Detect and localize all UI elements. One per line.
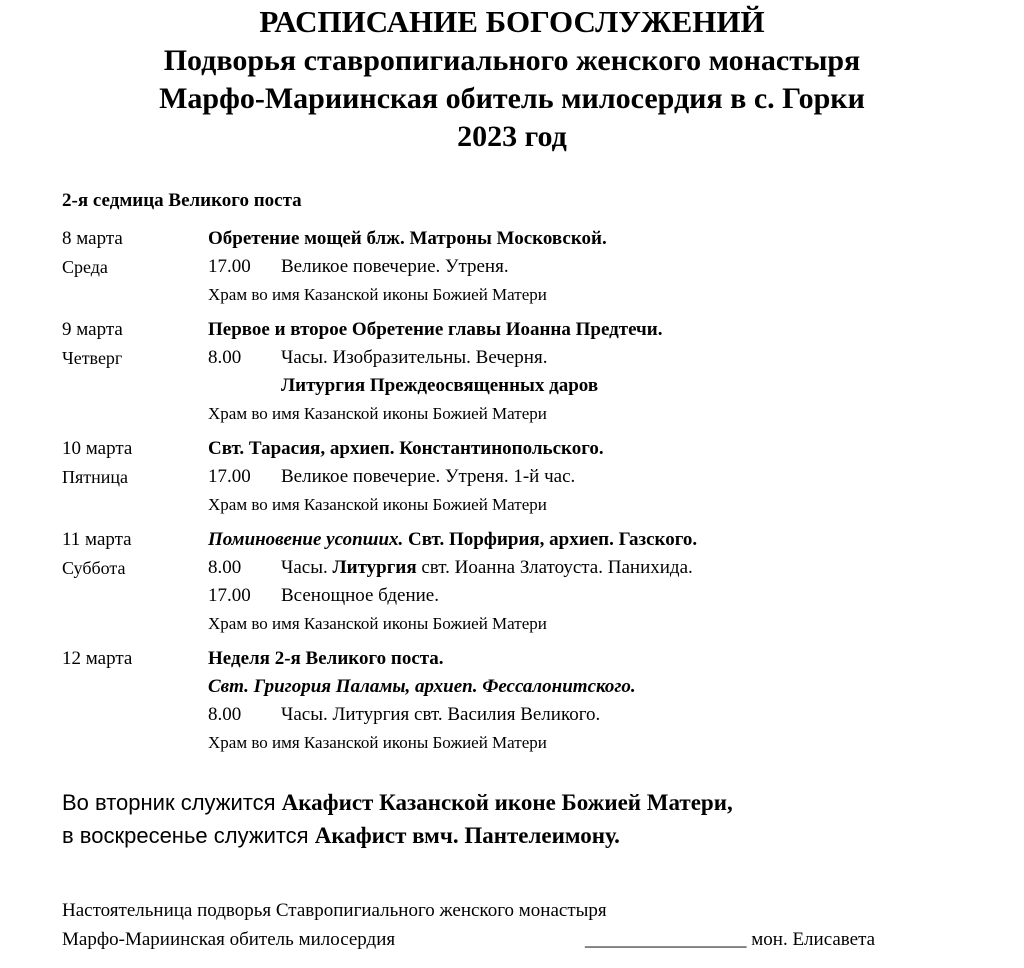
day-weekday: Суббота: [62, 558, 126, 578]
day-feast: Неделя 2-я Великого поста.: [208, 648, 444, 669]
day-feast: Свт. Тарасия, архиеп. Константинопольского.: [208, 438, 604, 459]
feast-rest: Свт. Порфирия, архиеп. Газского.: [403, 529, 698, 550]
service-text-bold: Литургия: [332, 557, 417, 578]
service-text: Часы. Изобразительны. Вечерня.: [281, 347, 548, 368]
day-temple: Храм во имя Казанской иконы Божией Матери: [208, 614, 547, 633]
service-line: [208, 253, 1002, 281]
note-line-1-text: Во вторник служится: [62, 790, 282, 815]
day-temple: Храм во имя Казанской иконы Божией Матери: [208, 733, 547, 752]
day-weekday: Пятница: [62, 467, 129, 487]
service-time: 8.00: [208, 347, 242, 368]
document-title: РАСПИСАНИЕ БОГОСЛУЖЕНИЙ: [259, 4, 765, 39]
service-subline: Литургия Преждеосвященных даров: [281, 375, 599, 396]
schedule-day: [62, 526, 1002, 637]
day-date: 11 марта: [62, 529, 132, 550]
feast-italic: Свт. Григория Паламы, архиеп. Фессалонитского.: [208, 676, 636, 697]
note-line-1-bold: Акафист Казанской иконе Божией Матери,: [281, 790, 733, 815]
note-line-2-bold: Акафист вмч. Пантелеимону.: [314, 823, 620, 848]
akathist-note: [62, 786, 733, 852]
service-text-post: свт. Иоанна Златоуста. Панихида.: [416, 557, 693, 578]
service-time: 17.00: [208, 466, 251, 487]
signature-line: _________________: [585, 929, 747, 950]
header-line-2: Подворья ставропигиального женского монастыря: [163, 44, 861, 77]
day-feast: Первое и второе Обретение главы Иоанна Предтечи.: [208, 319, 663, 340]
section-title: 2-я седмица Великого поста: [62, 190, 302, 211]
day-temple: Храм во имя Казанской иконы Божией Матери: [208, 285, 547, 304]
service-line: [208, 582, 1002, 610]
service-time: 8.00: [208, 557, 242, 578]
service-text: Великое повечерие. Утреня. 1-й час.: [281, 466, 576, 487]
signer-name: мон. Елисавета: [751, 929, 876, 950]
service-text: Всенощное бдение.: [281, 585, 439, 606]
day-weekday: Среда: [62, 257, 108, 277]
note-line-1: [62, 786, 733, 819]
footer-line-2-row: [62, 925, 962, 954]
service-text: Часы. Литургия свт. Василия Великого.: [281, 704, 601, 725]
schedule-day: [62, 435, 1002, 518]
service-time: 8.00: [208, 704, 242, 725]
schedule-day: [62, 645, 1002, 756]
day-date: 10 марта: [62, 438, 133, 459]
schedule-day: [62, 316, 1002, 427]
header-line-3: Марфо-Мариинская обитель милосердия в с. Горки: [159, 82, 865, 115]
document-header: [0, 2, 1024, 156]
note-line-2-text: в воскресенье служится: [62, 823, 315, 848]
footer-line-1: Настоятельница подворья Ставропигиального женского монастыря: [62, 900, 607, 921]
schedule-day: [62, 225, 1002, 308]
signature: [585, 925, 875, 954]
note-line-2: [62, 819, 733, 852]
service-line: [208, 463, 1002, 491]
footer-line-2: Марфо-Мариинская обитель милосердия: [62, 929, 396, 950]
day-feast: Обретение мощей блж. Матроны Московской.: [208, 228, 607, 249]
day-weekday: [62, 673, 208, 701]
header-year: 2023 год: [457, 120, 567, 153]
service-line: [208, 701, 1002, 729]
day-feast-2: [208, 673, 1002, 701]
day-date: 8 марта: [62, 228, 123, 249]
day-temple: Храм во имя Казанской иконы Божией Матери: [208, 404, 547, 423]
service-line: [208, 554, 1002, 582]
day-feast: [208, 526, 1002, 554]
schedule-list: [62, 225, 1002, 764]
day-date: 12 марта: [62, 648, 133, 669]
day-date: 9 марта: [62, 319, 123, 340]
service-time: 17.00: [208, 585, 251, 606]
feast-italic: Поминовение усопших.: [208, 529, 404, 550]
day-weekday: Четверг: [62, 348, 123, 368]
signature-block: [62, 896, 962, 954]
service-line: [208, 344, 1002, 372]
service-text: Великое повечерие. Утреня.: [281, 256, 509, 277]
day-temple: Храм во имя Казанской иконы Божией Матери: [208, 495, 547, 514]
service-time: 17.00: [208, 256, 251, 277]
service-text-pre: Часы.: [281, 557, 333, 578]
